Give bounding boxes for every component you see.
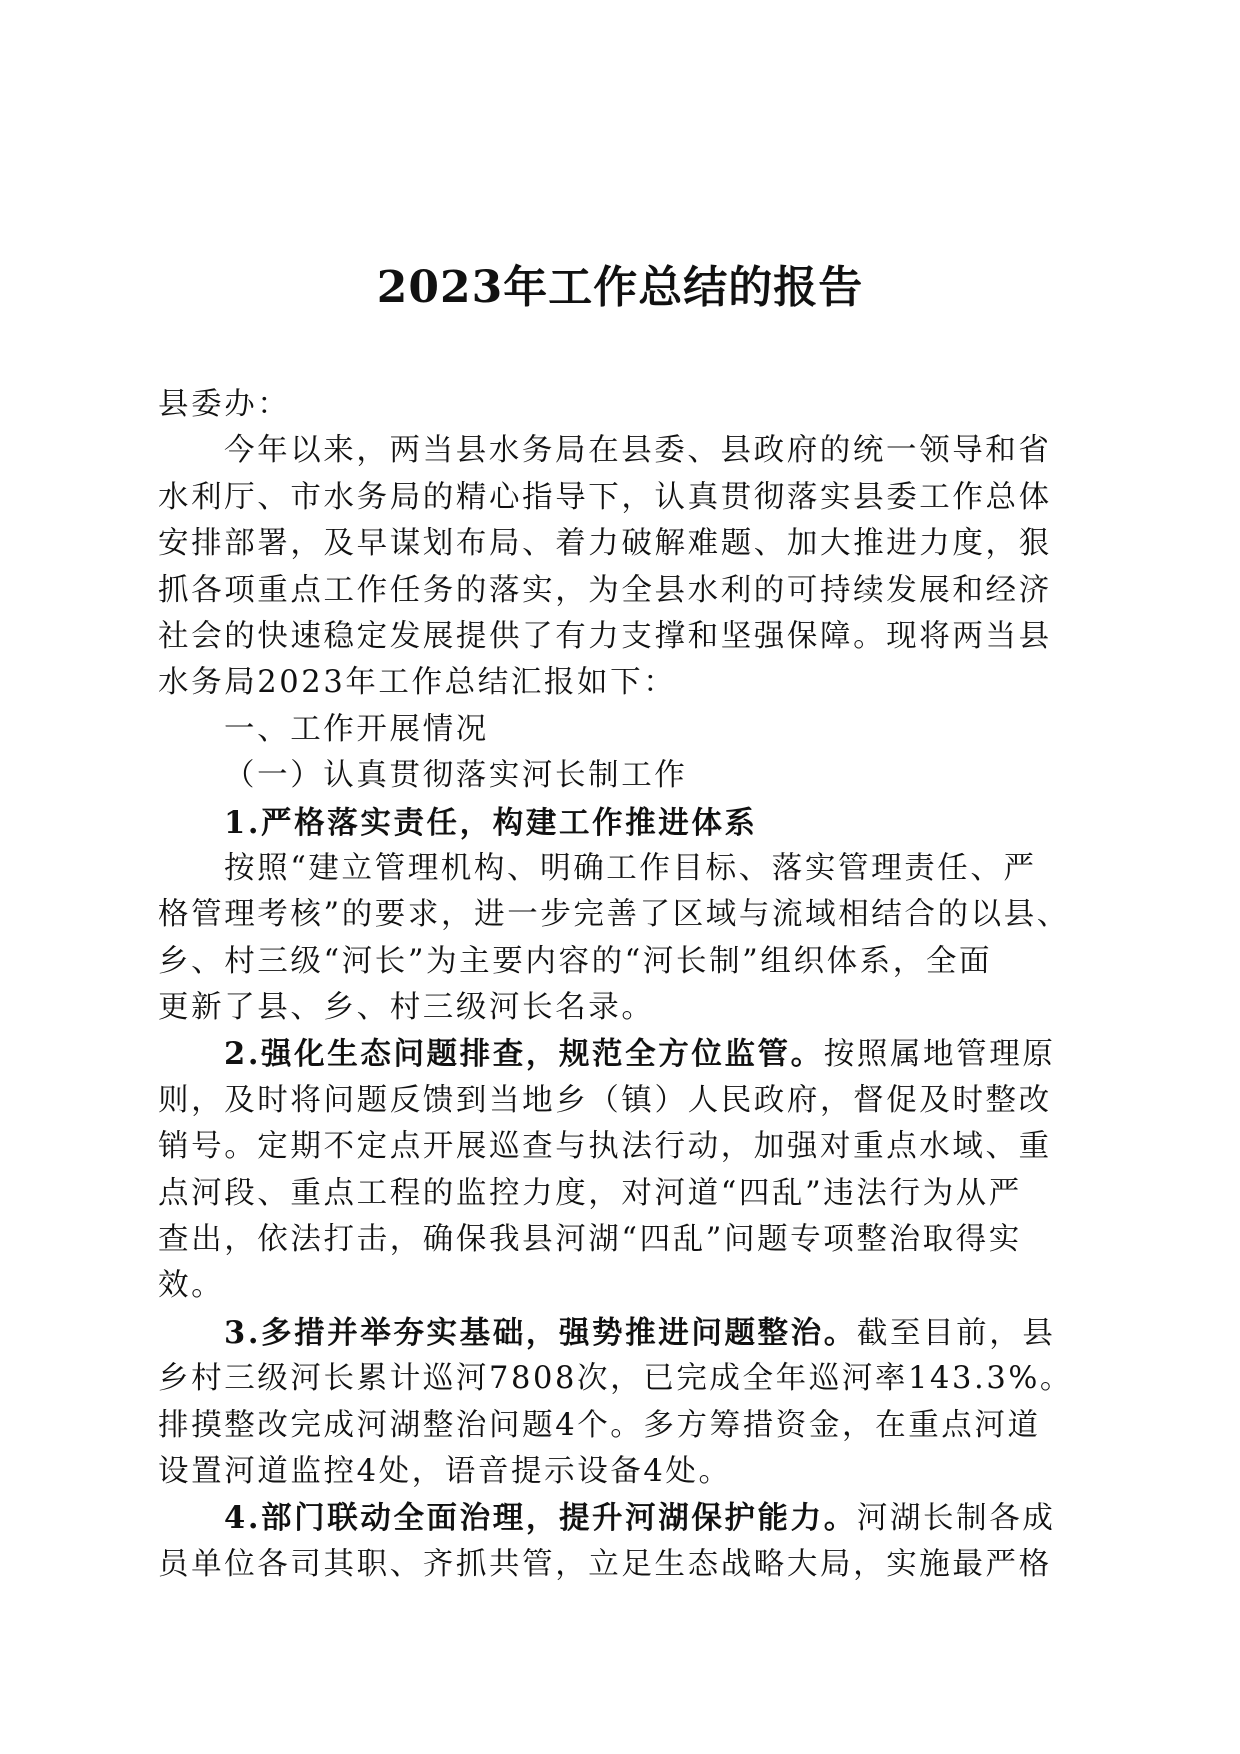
item-heading: 1.严格落实责任，构建工作推进体系 [224, 804, 758, 841]
paragraph-line: 2.强化生态问题排查，规范全方位监管。按照属地管理原 [224, 1036, 1056, 1073]
section-heading: 一、工作开展情况 [224, 711, 489, 747]
paragraph-line: 社会的快速稳定发展提供了有力支撑和坚强保障。现将两当县 [158, 618, 1052, 654]
paragraph-line: 乡村三级河长累计巡河7808次，已完成全年巡河率143.3%。 [158, 1361, 1074, 1397]
paragraph-line: 抓各项重点工作任务的落实，为全县水利的可持续发展和经济 [158, 572, 1052, 608]
item-heading: 2.强化生态问题排查，规范全方位监管。 [224, 1036, 824, 1073]
paragraph-line: 按照“建立管理机构、明确工作目标、落实管理责任、严 [224, 850, 1037, 886]
paragraph-line: 格管理考核”的要求，进一步完善了区域与流域相结合的以县、 [158, 897, 1070, 933]
paragraph-line: 乡、村三级“河长”为主要内容的“河长制”组织体系，全面 [158, 943, 993, 979]
paragraph-line: 排摸整改完成河湖整治问题4个。多方筹措资金，在重点河道 [158, 1407, 1041, 1443]
paragraph-line: 员单位各司其职、齐抓共管，立足生态战略大局，实施最严格 [158, 1546, 1052, 1582]
paragraph-line: 设置河道监控4处，语音提示设备4处。 [158, 1453, 732, 1489]
paragraph-line: 4.部门联动全面治理，提升河湖保护能力。河湖长制各成 [224, 1500, 1056, 1537]
paragraph-line: 效。 [158, 1268, 225, 1304]
paragraph-line: 水务局2023年工作总结汇报如下： [158, 665, 677, 701]
document-title: 2023年工作总结的报告 [376, 262, 864, 313]
item-heading: 3.多措并举夯实基础，强势推进问题整治。 [224, 1314, 857, 1351]
paragraph-line: 今年以来，两当县水务局在县委、县政府的统一领导和省 [224, 433, 1052, 469]
paragraph-line: 点河段、重点工程的监控力度，对河道“四乱”违法行为从严 [158, 1175, 1022, 1211]
paragraph-line: 安排部署，及早谋划布局、着力破解难题、加大推进力度，狠 [158, 526, 1052, 562]
item-heading: 4.部门联动全面治理，提升河湖保护能力。 [224, 1500, 857, 1537]
paragraph-line: 更新了县、乡、村三级河长名录。 [158, 990, 655, 1026]
paragraph-line: 查出，依法打击，确保我县河湖“四乱”问题专项整治取得实 [158, 1222, 1022, 1258]
document-body [158, 382, 1078, 1588]
paragraph-line: 销号。定期不定点开展巡查与执法行动，加强对重点水域、重 [158, 1129, 1052, 1165]
paragraph-line: 3.多措并举夯实基础，强势推进问题整治。截至目前，县 [224, 1314, 1056, 1351]
subsection-heading: （一）认真贯彻落实河长制工作 [224, 758, 688, 794]
paragraph-line: 则，及时将问题反馈到当地乡（镇）人民政府，督促及时整改 [158, 1082, 1052, 1118]
salutation: 县委办： [158, 387, 291, 422]
paragraph-line: 水利厅、市水务局的精心指导下，认真贯彻落实县委工作总体 [158, 479, 1052, 515]
